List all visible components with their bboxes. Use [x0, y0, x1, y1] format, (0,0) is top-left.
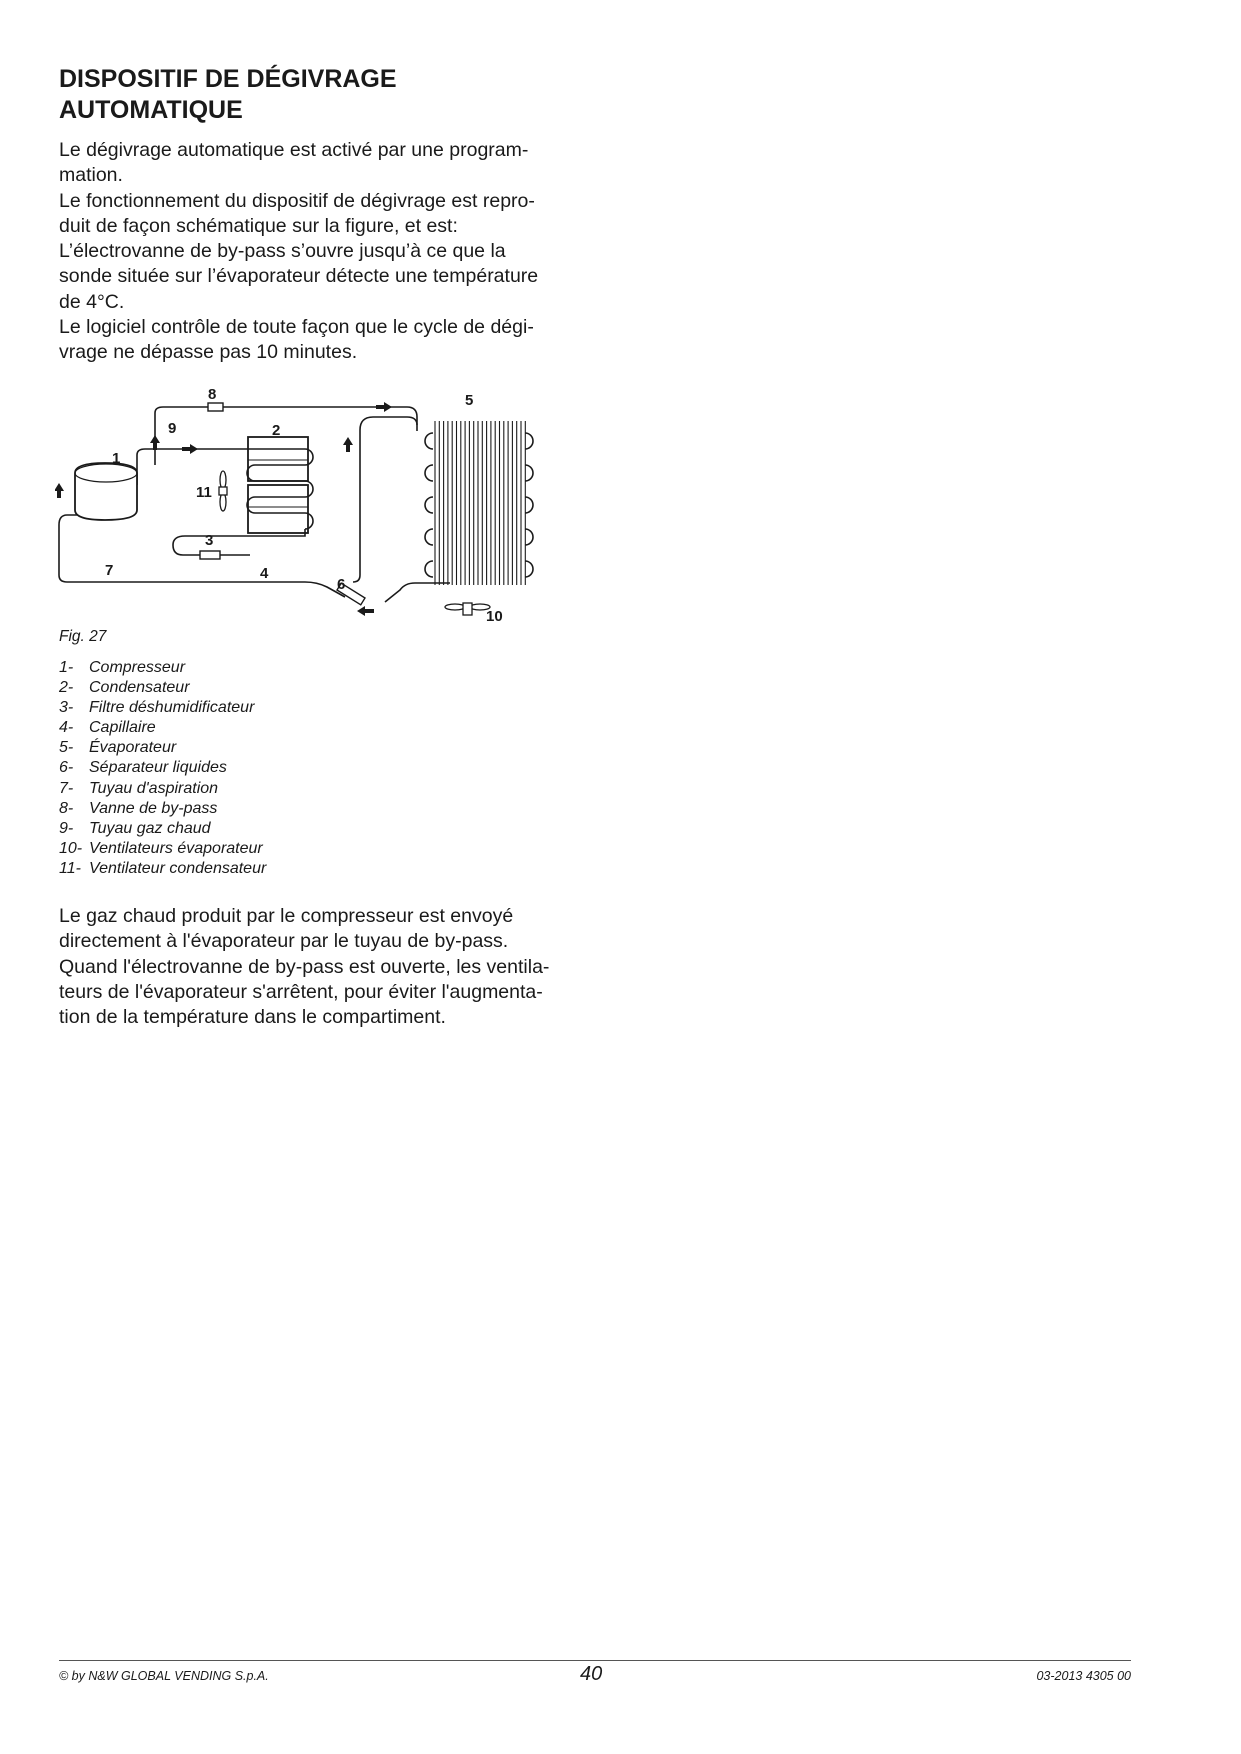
page-number: 40 — [580, 1663, 603, 1685]
legend-item — [59, 819, 266, 839]
legend-number: 2- — [59, 679, 74, 697]
legend-text: Ventilateurs évaporateur — [89, 839, 263, 857]
text-line: teurs de l'évaporateur s'arrêtent, pour éviter l'augmenta- — [59, 980, 543, 1003]
diagram-label: 7 — [105, 562, 114, 579]
evaporator-coil-right — [525, 433, 533, 577]
legend-number: 1- — [59, 659, 74, 676]
arrow-up-icon — [343, 437, 353, 452]
legend-number: 4- — [59, 719, 74, 737]
legend-text: Condensateur — [89, 679, 190, 697]
diagram-label: 8 — [208, 386, 217, 403]
text-line: Le logiciel contrôle de toute façon que le cycle de dégi- — [59, 316, 534, 339]
intro-paragraph — [59, 138, 589, 366]
text-line: Le gaz chaud produit par le compresseur est envoyé — [59, 905, 514, 927]
diagram-label: 2 — [272, 422, 281, 439]
text-line: L’électrovanne de by-pass s’ouvre jusqu’à ce que la — [59, 240, 506, 263]
legend-number: 7- — [59, 779, 74, 797]
text-line: directement à l'évaporateur par le tuyau de by-pass. — [59, 930, 509, 953]
legend-item — [59, 758, 266, 778]
refrigeration-circuit-diagram — [55, 385, 595, 630]
condenser-fan-icon — [219, 471, 227, 511]
text-line: duit de façon schématique sur la figure, et est: — [59, 214, 458, 237]
legend-text: Compresseur — [89, 659, 186, 676]
text-line: vrage ne dépasse pas 10 minutes. — [59, 341, 358, 364]
text-line: mation. — [59, 164, 123, 187]
bypass-to-evaporator — [223, 407, 417, 431]
diagram-label: 4 — [260, 565, 269, 582]
legend-item — [59, 799, 266, 819]
filter — [200, 551, 220, 559]
legend-item — [59, 698, 266, 718]
footer-copyright: © by N&W GLOBAL VENDING S.p.A. — [59, 1669, 269, 1683]
arrow-up-icon — [150, 435, 160, 450]
text-line: de 4°C. — [59, 290, 125, 313]
return-pipe — [385, 583, 450, 602]
legend-number: 6- — [59, 759, 74, 777]
diagram-label: 1 — [112, 450, 121, 467]
text-line: Le fonctionnement du dispositif de dégivrage est repro- — [59, 189, 535, 212]
evaporator-coil — [425, 433, 433, 577]
text-line: Quand l'électrovanne de by-pass est ouverte, les ventila- — [59, 955, 550, 978]
legend-item — [59, 718, 266, 738]
diagram-label: 10 — [486, 608, 503, 625]
legend-text: Filtre déshumidificateur — [89, 699, 255, 717]
legend-item — [59, 779, 266, 799]
legend-text: Capillaire — [89, 719, 156, 737]
footer-divider — [59, 1660, 1131, 1661]
diagram-label: 5 — [465, 392, 474, 409]
compressor — [75, 463, 137, 520]
legend-item — [59, 859, 266, 879]
legend-item — [59, 678, 266, 698]
hot-gas-pipe — [155, 407, 208, 465]
evaporator-fan-icon — [445, 603, 490, 615]
legend-item — [59, 839, 266, 859]
legend-text: Tuyau d'aspiration — [89, 779, 219, 797]
diagram-label: 6 — [337, 576, 346, 593]
legend-text: Séparateur liquides — [89, 759, 227, 777]
diagram-label: 3 — [205, 532, 214, 549]
section-title — [59, 64, 619, 126]
arrow-right-icon — [376, 402, 392, 412]
condenser — [248, 437, 308, 533]
text-line: sonde située sur l’évaporateur détecte une température — [59, 265, 539, 288]
discharge-pipe — [137, 449, 250, 485]
legend-number: 9- — [59, 819, 74, 837]
arrow-up-icon — [55, 483, 64, 498]
legend-item — [59, 738, 266, 758]
legend-number: 3- — [59, 699, 74, 717]
legend-number: 5- — [59, 739, 74, 757]
figure-caption: Fig. 27 — [59, 628, 107, 645]
legend-text: Ventilateur condensateur — [89, 859, 267, 877]
outro-paragraph — [59, 904, 589, 1030]
legend-number: 11- — [59, 859, 81, 877]
text-line: Le dégivrage automatique est activé par une program- — [59, 139, 529, 161]
legend-number: 8- — [59, 799, 74, 817]
condenser-coil — [247, 449, 313, 529]
legend-text: Évaporateur — [89, 739, 177, 757]
section-title-line: AUTOMATIQUE — [59, 96, 243, 124]
arrow-left-icon — [357, 606, 374, 616]
bypass-valve — [208, 403, 223, 411]
legend-item — [59, 658, 266, 678]
riser-top — [360, 417, 417, 430]
evaporator-fins — [435, 421, 525, 585]
legend-number: 10- — [59, 839, 83, 857]
figure-legend — [59, 658, 266, 879]
diagram-label: 9 — [168, 420, 177, 437]
text-line: tion de la température dans le compartiment. — [59, 1006, 446, 1029]
footer-doc-code: 03-2013 4305 00 — [1036, 1669, 1131, 1683]
legend-text: Vanne de by-pass — [89, 799, 218, 817]
legend-text: Tuyau gaz chaud — [89, 819, 211, 837]
riser-pipe — [353, 430, 360, 582]
diagram-label: 11 — [196, 484, 212, 501]
arrow-right-icon — [182, 444, 198, 454]
section-title-line: DISPOSITIF DE DÉGIVRAGE — [59, 65, 397, 93]
